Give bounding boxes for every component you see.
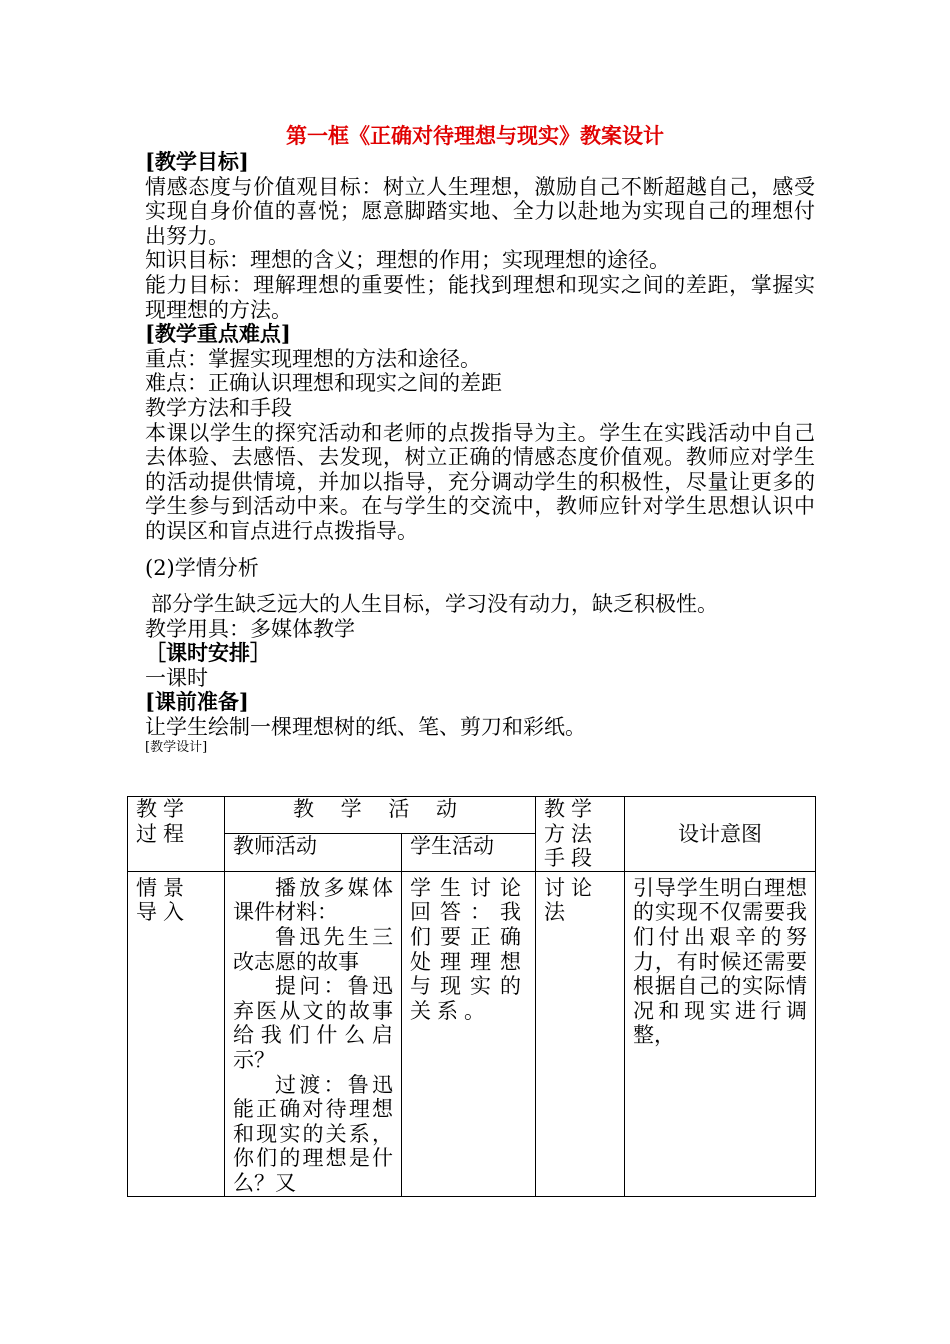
goal-knowledge: 知识目标：理想的含义；理想的作用；实现理想的途径。: [145, 248, 670, 273]
schedule-heading: ［课时安排］: [145, 640, 271, 666]
document-body: [145, 150, 815, 756]
header-intent: 设计意图: [625, 797, 816, 872]
method-heading: 教学方法和手段: [145, 395, 292, 420]
goal-emotion: 情感态度与价值观目标：树立人生理想，激励自己不断超越自己，感受实现自身价值的喜悦；愿意脚踏实地、全力以赴地为实现自己的理想付出努力。: [145, 174, 815, 248]
teacher-line-1: 播放多媒体课件材料：: [233, 875, 393, 925]
teacher-line-3: 提问：鲁迅弃医从文的故事给我们什么启示？: [233, 974, 393, 1072]
prep-heading: [课前准备]: [145, 689, 249, 715]
header-student: 学生活动: [402, 834, 536, 871]
key-heading: [教学重点难点]: [145, 321, 291, 347]
header-activity: 教 学 活 动: [225, 797, 536, 834]
header-process: 教学过程: [128, 797, 225, 872]
goal-ability: 能力目标：理解理想的重要性；能找到理想和现实之间的差距，掌握实现理想的方法。: [145, 272, 815, 322]
cell-process: 情景导入: [128, 871, 225, 1196]
design-label: [教学设计]: [145, 739, 208, 755]
teacher-line-4: 过渡：鲁迅能正确对待理想和现实的关系，你们的理想是什么？又: [233, 1072, 393, 1195]
cell-student: 学生讨论回答：我们要正确处理理想与现实的关系。: [402, 871, 536, 1196]
prep-text: 让学生绘制一棵理想树的纸、笔、剪刀和彩纸。: [145, 715, 586, 740]
cell-method: 讨论法: [536, 871, 625, 1196]
goals-heading: [教学目标]: [145, 149, 249, 174]
table-row: [128, 871, 816, 1196]
table-header-row: [128, 797, 816, 834]
document-title: 第一框《正确对待理想与现实》教案设计: [286, 123, 664, 148]
method-text: 本课以学生的探究活动和老师的点拨指导为主。学生在实践活动中自己去体验、去感悟、去发现，树立正确的情感态度价值观。教师应对学生的活动提供情境，并加以指导，充分调动学生的积极性，尽量让更多的学生参与到活动中来。在与学生的交流中，教师应针对学生思想认识中的误区和盲点进行点拨指导。: [145, 420, 815, 543]
cell-teacher: [225, 871, 402, 1196]
tools-text: 教学用具：多媒体教学: [145, 616, 355, 641]
analysis-text: 部分学生缺乏远大的人生目标，学习没有动力，缺乏积极性。: [151, 592, 718, 617]
analysis-heading: (2)学情分析: [145, 555, 259, 580]
key-point: 重点：掌握实现理想的方法和途径。: [145, 346, 481, 371]
design-table: [127, 796, 816, 1197]
difficult-point: 难点：正确认识理想和现实之间的差距: [145, 371, 502, 396]
header-teacher: 教师活动: [225, 834, 402, 871]
header-method: 教学方法手段: [536, 797, 625, 872]
cell-intent: 引导学生明白理想的实现不仅需要我们付出艰辛的努力，有时候还需要根据自己的实际情况和现实进行调整，: [625, 871, 816, 1196]
schedule-text: 一课时: [145, 665, 208, 690]
teacher-line-2: 鲁迅先生三改志愿的故事: [233, 924, 393, 974]
